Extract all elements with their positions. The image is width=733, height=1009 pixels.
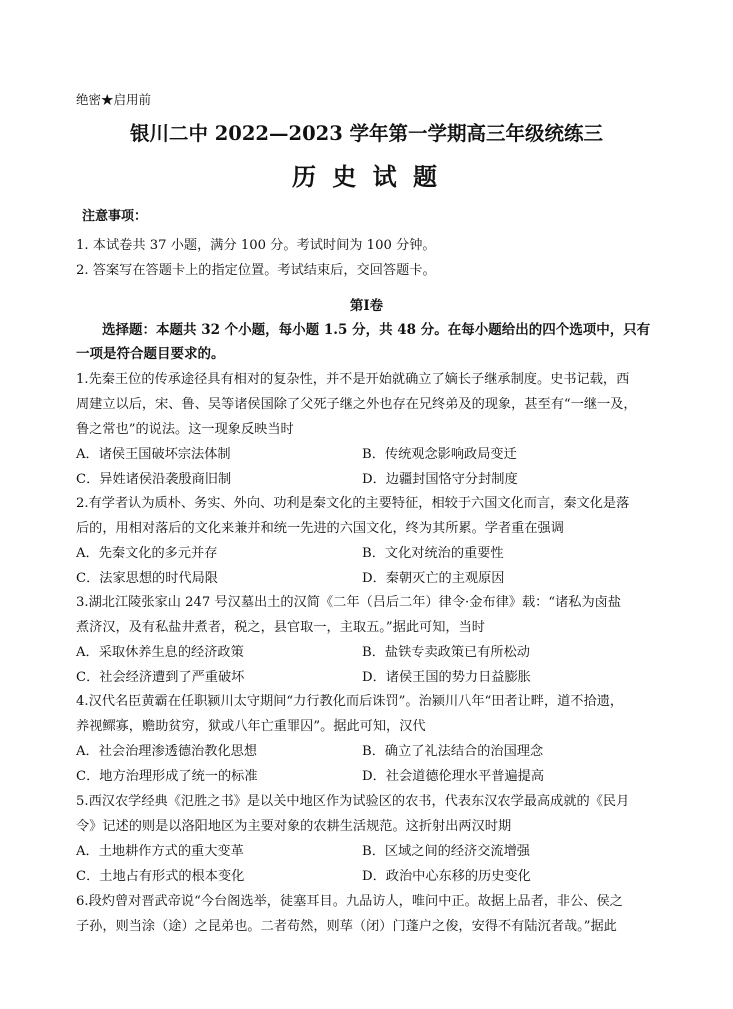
question-6-stem: 子孙，则当涂（途）之昆弟也。二者苟然，则荜（闭）门蓬户之俊，安得不有陆沉者哉。”据此	[76, 919, 617, 934]
question-2-option-b: B．文化对统治的重要性	[362, 546, 504, 561]
question-1-stem: 鲁之常也”的说法。这一现象反映当时	[76, 422, 294, 437]
question-3-option-a: A．采取休养生息的经济政策	[76, 645, 244, 660]
question-5-option-d: D．政治中心东移的历史变化	[362, 869, 531, 884]
section-instruction: 选择题：本题共 32 个小题，每小题 1.5 分，共 48 分。在每小题给出的四个选项中，只有	[102, 322, 651, 338]
question-3-stem: 煮济汉，及有私盐井煮者，税之，县官取一，主取五。”据此可知，当时	[76, 620, 485, 635]
notice-title: 注意事项：	[82, 209, 148, 224]
question-4-option-c: C．地方治理形成了统一的标准	[76, 769, 258, 784]
question-6-stem: 6.段灼曾对晋武帝说“今台阁选举，徒塞耳目。九品访人，唯问中正。故据上品者，非公、侯之	[76, 894, 623, 909]
question-2-option-a: A．先秦文化的多元并存	[76, 546, 218, 561]
question-1-stem: 周建立以后，宋、鲁、吴等诸侯国除了父死子继之外也存在兄终弟及的现象，甚至有“一继一及，	[76, 397, 637, 412]
question-2-option-c: C．法家思想的时代局限	[76, 571, 218, 586]
question-4-option-a: A．社会治理渗透德治教化思想	[76, 744, 257, 759]
question-4-stem: 养视鳏寡，赡助贫穷，狱或八年亡重罪囚”。据此可知，汉代	[76, 719, 426, 734]
school-title: 银川二中 2022—2023 学年第一学期高三年级统练三	[129, 122, 604, 145]
question-5-option-b: B．区域之间的经济交流增强	[362, 844, 530, 859]
question-1-option-b: B．传统观念影响政局变迁	[362, 447, 517, 462]
volume-heading: 第Ⅰ卷	[349, 298, 384, 314]
question-1-option-d: D．边疆封国恪守分封制度	[362, 472, 518, 487]
question-2-option-d: D．秦朝灭亡的主观原因	[362, 571, 505, 586]
question-1-option-c: C．异姓诸侯沿袭殷商旧制	[76, 472, 232, 487]
question-5-option-c: C．土地占有形式的根本变化	[76, 869, 245, 884]
question-3-option-c: C．社会经济遭到了严重破坏	[76, 670, 245, 685]
question-5-option-a: A．土地耕作方式的重大变革	[76, 844, 244, 859]
secret-label: 绝密★启用前	[76, 92, 152, 107]
question-3-stem: 3.湖北江陵张家山 247 号汉墓出土的汉简《二年（吕后二年）律令·金布律》载：“诸私为卤盐	[76, 595, 622, 610]
subject-title: 历 史 试 题	[291, 162, 442, 191]
question-4-stem: 4.汉代名臣黄霸在任职颍川太守期间“力行教化而后诛罚”。治颍川八年“田者让畔，道不拾遗，	[76, 694, 624, 709]
question-4-option-d: D．社会道德伦理水平普遍提高	[362, 769, 545, 784]
question-2-stem: 后的，用相对落后的文化来兼并和统一先进的六国文化，终为其所累。学者重在强调	[76, 521, 564, 536]
question-5-stem: 令》记述的则是以洛阳地区为主要对象的农耕生活规范。这折射出两汉时期	[76, 819, 512, 834]
question-5-stem: 5.西汉农学经典《氾胜之书》是以关中地区作为试验区的农书，代表东汉农学最高成就的《民月	[76, 794, 630, 809]
question-4-option-b: B．确立了礼法结合的治国理念	[362, 744, 544, 759]
question-3-option-b: B．盐铁专卖政策已有所松动	[362, 645, 530, 660]
question-2-stem: 2.有学者认为质朴、务实、外向、功利是秦文化的主要特征，相较于六国文化而言，秦文化是落	[76, 496, 630, 511]
section-instruction: 一项是符合题目要求的。	[76, 346, 225, 362]
question-3-option-d: D．诸侯王国的势力日益膨胀	[362, 670, 531, 685]
question-1-stem: 1.先秦王位的传承途径具有相对的复杂性，并不是开始就确立了嫡长子继承制度。史书记载，西	[76, 372, 630, 387]
notice-item-1: 1. 本试卷共 37 小题，满分 100 分。考试时间为 100 分钟。	[76, 238, 436, 253]
question-1-option-a: A．诸侯王国破坏宗法体制	[76, 447, 231, 462]
notice-item-2: 2. 答案写在答题卡上的指定位置。考试结束后，交回答题卡。	[76, 263, 436, 278]
